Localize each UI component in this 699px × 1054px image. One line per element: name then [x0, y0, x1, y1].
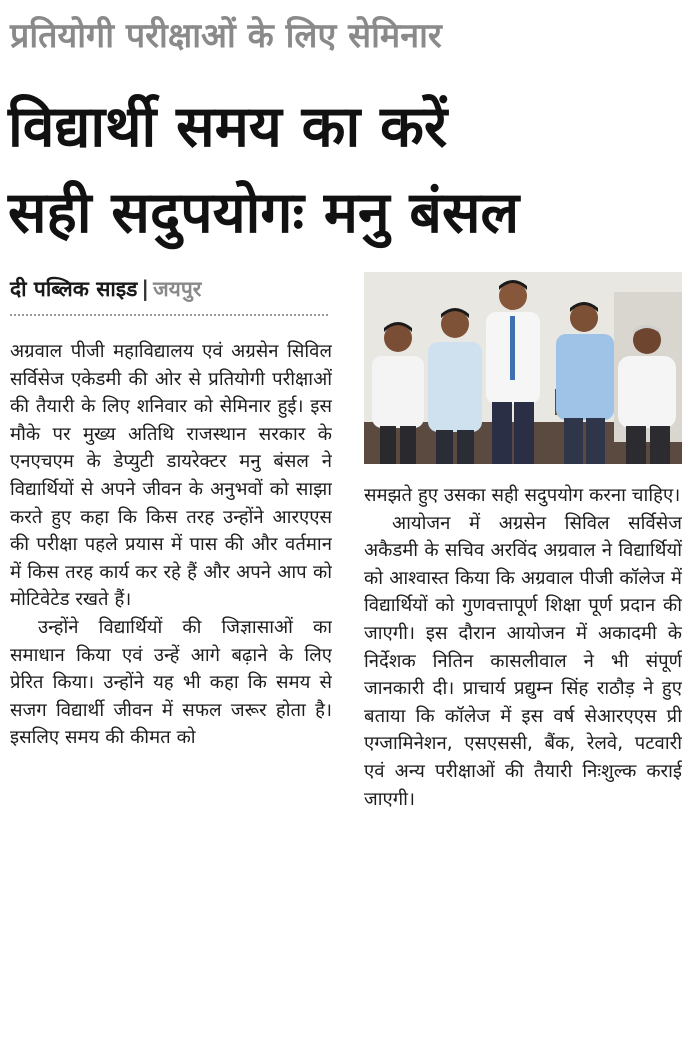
headline-line-2: सही सदुपयोगः मनु बंसल — [8, 180, 520, 246]
byline-separator: | — [141, 277, 150, 301]
byline — [10, 272, 330, 306]
byline-city: जयपुर — [153, 277, 202, 301]
article-headline — [8, 84, 692, 256]
seminar-photo — [364, 272, 682, 464]
paragraph: आयोजन में अग्रसेन सिविल सर्विसेज अकैडमी के सचिव अरविंद अग्रवाल ने विद्यार्थियों को आश्वास्त किया कि अग्रवाल पीजी कॉलेज में विद्यार्थियों को गुणवत्तापूर्ण शिक्षा पूर्ण प्रदान की जाएगी। इस दौरान आयोजन में अकादमी के निर्देशक नितिन कासलीवाल ने भी संपूर्ण जानकारी दी। प्राचार्य प्रद्युम्न सिंह राठौड़ ने हुए बताया कि कॉलेज में इस वर्ष सेआरएएस प्री एग्जामिनेशन, एसएससी, बैंक, रेलवे, पटवारी एवं अन्य परीक्षाओं की तैयारी निःशुल्क कराई जाएगी। — [364, 512, 682, 810]
article-column-2 — [364, 482, 682, 1048]
headline-line-1: विद्यार्थी समय का करें — [8, 94, 448, 160]
paragraph: समझते हुए उसका सही सदुपयोग करना चाहिए। — [364, 485, 681, 506]
article-kicker: प्रतियोगी परीक्षाओं के लिए सेमिनार — [10, 16, 442, 56]
byline-source: दी पब्लिक साइड — [10, 277, 138, 301]
paragraph: उन्होंने विद्यार्थियों की जिज्ञासाओं का समाधान किया एवं उन्हें आगे बढ़ाने के लिए प्रेरित किया। उन्होंने यह भी कहा कि समय से सजग विद्यार्थी जीवन में सफल जरूर होता है। इसलिए समय की कीमत को — [10, 616, 332, 749]
byline-divider — [10, 314, 328, 316]
paragraph: अग्रवाल पीजी महाविद्यालय एवं अग्रसेन सिविल सर्विसेज एकेडमी की ओर से प्रतियोगी परीक्षाओं की तैयारी के लिए शनिवार को सेमिनार हुई। इस मौके पर मुख्य अतिथि राजस्थान सरकार के एनएचएम के डेप्युटी डायरेक्टर मनु बंसल ने विद्यार्थियों से अपने जीवन के अनुभवों को साझा करते हुए कहा कि किस तरह उन्होंने आरएएस की परीक्षा पहले प्रयास में पास की और वर्तमान में किस तरह कार्य कर रहे हैं और अपने आप को मोटिवेटेड रखते हैं। — [10, 341, 332, 611]
article-column-1 — [10, 338, 332, 1046]
